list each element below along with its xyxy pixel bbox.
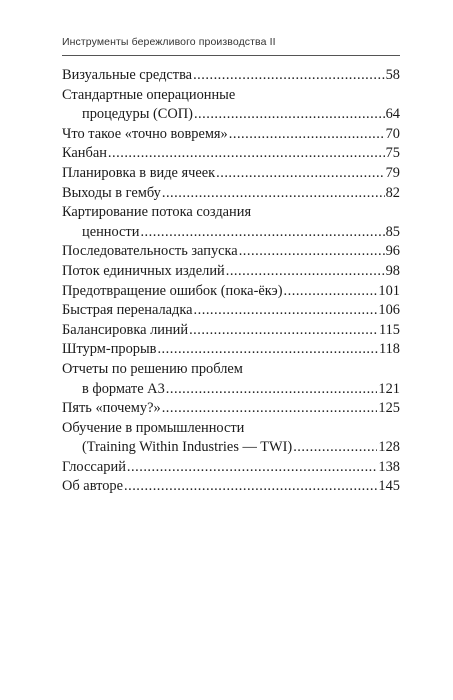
toc-entry-line: [62, 301, 400, 321]
toc-entry: [62, 458, 400, 478]
toc-entry: [62, 66, 400, 86]
toc-entry: [62, 144, 400, 164]
table-of-contents: [62, 66, 400, 497]
toc-page-number: 128: [378, 439, 400, 456]
dot-leader: [127, 458, 377, 478]
toc-page-number: 96: [385, 243, 400, 260]
toc-entry-line: [62, 66, 400, 86]
toc-entry-line: [62, 399, 400, 419]
toc-entry-title: Поток единичных изделий: [62, 262, 225, 279]
toc-entry-title: Глоссарий: [62, 458, 126, 475]
dot-leader: [193, 66, 385, 86]
toc-entry-title: ценности: [82, 223, 140, 240]
toc-entry: [62, 203, 400, 242]
toc-entry-title: Выходы в гембу: [62, 184, 161, 201]
toc-page-number: 121: [378, 380, 400, 397]
toc-entry-line: [62, 242, 400, 262]
toc-page-number: 101: [378, 282, 400, 299]
toc-entry-title: Последовательность запуска: [62, 243, 238, 260]
toc-entry-line: [62, 262, 400, 282]
toc-entry-title: процедуры (СОП): [82, 106, 193, 123]
toc-entry: [62, 125, 400, 145]
toc-entry-line: [62, 438, 400, 458]
toc-entry-title: Пять «почему?»: [62, 400, 161, 417]
toc-entry: [62, 419, 400, 458]
running-header: Инструменты бережливого производства II: [62, 36, 276, 48]
dot-leader: [157, 340, 377, 360]
toc-entry-title: Планировка в виде ячеек: [62, 164, 216, 181]
dot-leader: [162, 399, 378, 419]
toc-entry-title: Что такое «точно вовремя»: [62, 125, 228, 142]
toc-entry-line: [62, 223, 400, 243]
toc-entry: [62, 301, 400, 321]
dot-leader: [194, 105, 385, 125]
toc-entry-title: Балансировка линий: [62, 321, 189, 338]
toc-entry-line: [62, 477, 400, 497]
dot-leader: [124, 477, 377, 497]
header-rule: [62, 55, 400, 56]
toc-entry: [62, 282, 400, 302]
toc-entry: [62, 262, 400, 282]
toc-entry: [62, 184, 400, 204]
toc-entry-line: [62, 282, 400, 302]
toc-entry: [62, 242, 400, 262]
toc-entry-title: в формате А3: [82, 380, 165, 397]
toc-entry-line: [62, 164, 400, 184]
toc-entry-line: [62, 419, 400, 439]
dot-leader: [226, 262, 385, 282]
dot-leader: [189, 321, 378, 341]
toc-page-number: 125: [378, 400, 400, 417]
toc-entry-line: [62, 380, 400, 400]
toc-entry: [62, 164, 400, 184]
dot-leader: [108, 144, 385, 164]
toc-entry-line: [62, 321, 400, 341]
toc-entry-title: Отчеты по решению проблем: [62, 360, 243, 377]
toc-entry: [62, 86, 400, 125]
toc-entry-title: Быстрая переналадка: [62, 302, 193, 319]
toc-entry-line: [62, 360, 400, 380]
toc-page-number: 79: [385, 164, 400, 181]
toc-entry: [62, 340, 400, 360]
dot-leader: [293, 438, 377, 458]
toc-entry-line: [62, 340, 400, 360]
toc-page-number: 118: [378, 341, 400, 358]
toc-page-number: 106: [378, 302, 400, 319]
toc-page-number: 75: [385, 145, 400, 162]
toc-entry-title: Штурм-прорыв: [62, 341, 157, 358]
toc-entry-title: Предотвращение ошибок (пока-ёкэ): [62, 282, 283, 299]
toc-entry-title: (Training Within Industries — TWI): [82, 439, 293, 456]
dot-leader: [229, 125, 385, 145]
toc-page-number: 98: [385, 262, 400, 279]
toc-entry-title: Канбан: [62, 145, 107, 162]
dot-leader: [239, 242, 385, 262]
toc-entry-title: Об авторе: [62, 478, 124, 495]
toc-entry-line: [62, 144, 400, 164]
toc-page-number: 58: [385, 67, 400, 83]
toc-entry-title: Стандартные операционные: [62, 86, 236, 103]
toc-entry-line: [62, 105, 400, 125]
toc-page-number: 145: [378, 478, 400, 495]
toc-entry-line: [62, 458, 400, 478]
toc-page-number: 70: [385, 125, 400, 142]
toc-entry-line: [62, 184, 400, 204]
dot-leader: [216, 164, 384, 184]
toc-entry: [62, 321, 400, 341]
dot-leader: [194, 301, 378, 321]
toc-page-number: 82: [385, 184, 400, 201]
dot-leader: [284, 282, 378, 302]
toc-entry-title: Обучение в промышленности: [62, 419, 245, 436]
dot-leader: [166, 380, 378, 400]
toc-page-number: 138: [378, 458, 400, 475]
toc-entry: [62, 477, 400, 497]
dot-leader: [140, 223, 384, 243]
toc-entry-line: [62, 203, 400, 223]
toc-entry-title: Картирование потока создания: [62, 204, 252, 221]
toc-page-number: 115: [378, 321, 400, 338]
toc-entry-line: [62, 125, 400, 145]
toc-entry-title: Визуальные средства: [62, 67, 193, 83]
toc-page-number: 64: [385, 106, 400, 123]
dot-leader: [162, 184, 385, 204]
toc-entry: [62, 399, 400, 419]
toc-page-number: 85: [385, 223, 400, 240]
toc-entry-line: [62, 86, 400, 106]
toc-entry: [62, 360, 400, 399]
